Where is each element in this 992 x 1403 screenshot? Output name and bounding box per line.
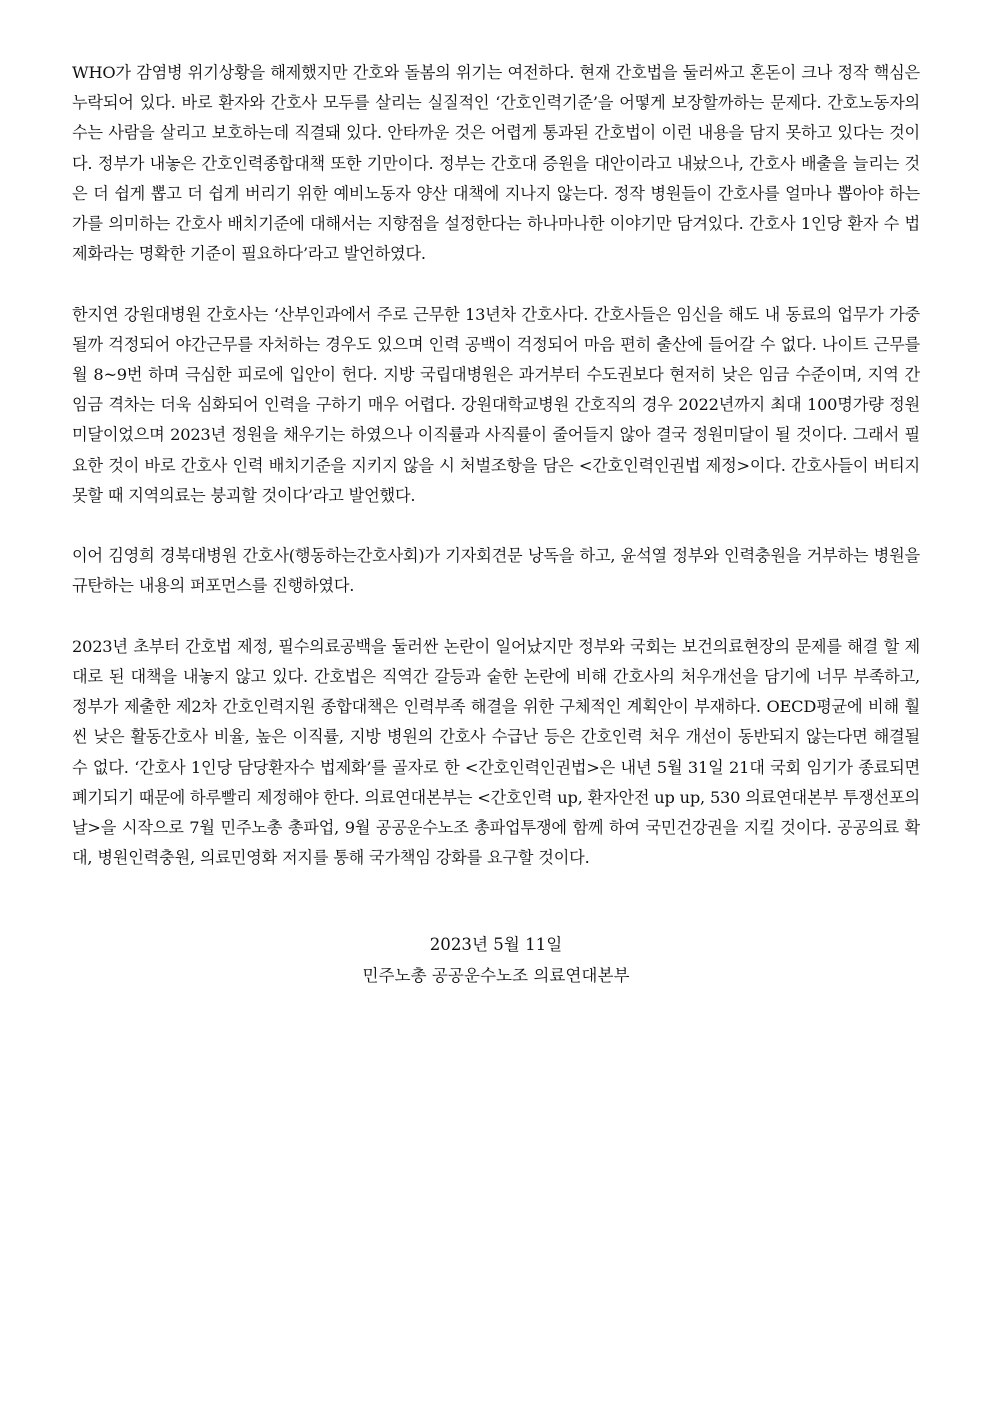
document-footer [72,929,920,991]
document-signature: 민주노총 공공운수노조 의료연대본부 [362,966,630,986]
paragraph-who-crisis: WHO가 감염병 위기상황을 해제했지만 간호와 돌봄의 위기는 여전하다. 현재 간호법을 둘러싸고 혼돈이 크나 정작 핵심은 누락되어 있다. 바로 환자와 간호사 모두를 살리는 실질적인 ‘간호인력기준’을 어떻게 보장할까하는 문제다. 간호노동자의 수는 사람을 살리고 보호하는데 직결돼 있다. 안타까운 것은 어렵게 통과된 간호법이 이런 내용을 담지 못하고 있다는 것이다. 정부가 내놓은 간호인력종합대책 또한 기만이다. 정부는 간호대 증원을 대안이라고 내놨으나, 간호사 배출을 늘리는 것은 더 쉽게 뽑고 더 쉽게 버리기 위한 예비노동자 양산 대책에 지나지 않는다. 정작 병원들이 간호사를 얼마나 뽑아야 하는가를 의미하는 간호사 배치기준에 대해서는 지향점을 설정한다는 하나마나한 이야기만 담겨있다. 간호사 1인당 환자 수 법제화라는 명확한 기준이 필요하다’라고 발언하였다. [72,63,920,264]
paragraph-han-jiyeon-statement: 한지연 강원대병원 간호사는 ‘산부인과에서 주로 근무한 13년차 간호사다. 간호사들은 임신을 해도 내 동료의 업무가 가중될까 걱정되어 야간근무를 자처하는 경우도 있으며 인력 공백이 걱정되어 마음 편히 출산에 들어갈 수 없다. 나이트 근무를 월 8~9번 하며 극심한 피로에 입안이 헌다. 지방 국립대병원은 과거부터 수도권보다 현저히 낮은 임금 수준이며, 지역 간 임금 격차는 더욱 심화되어 인력을 구하기 매우 어렵다. 강원대학교병원 간호직의 경우 2022년까지 최대 100명가량 정원미달이었으며 2023년 정원을 채우기는 하였으나 이직률과 사직률이 줄어들지 않아 결국 정원미달이 될 것이다. 그래서 필요한 것이 바로 간호사 인력 배치기준을 지키지 않을 시 처벌조항을 담은 <간호인력인권법 제정>이다. 간호사들이 버티지 못할 때 지역의료는 붕괴할 것이다’라고 발언했다. [72,304,920,505]
paragraph-kim-younghee-performance: 이어 김영희 경북대병원 간호사(행동하는간호사회)가 기자회견문 낭독을 하고, 윤석열 정부와 인력충원을 거부하는 병원을 규탄하는 내용의 퍼포먼스를 진행하였다. [72,546,920,596]
paragraph-conclusion: 2023년 초부터 간호법 제정, 필수의료공백을 둘러싼 논란이 일어났지만 정부와 국회는 보건의료현장의 문제를 해결 할 제대로 된 대책을 내놓지 않고 있다. 간호법은 직역간 갈등과 숱한 논란에 비해 간호사의 처우개선을 담기에 너무 부족하고, 정부가 제출한 제2차 간호인력지원 종합대책은 인력부족 해결을 위한 구체적인 계획안이 부재하다. OECD평균에 비해 훨씬 낮은 활동간호사 비율, 높은 이직률, 지방 병원의 간호사 수급난 등은 간호인력 처우 개선이 동반되지 않는다면 해결될 수 없다. ‘간호사 1인당 담당환자수 법제화’를 골자로 한 <간호인력인권법>은 내년 5월 31일 21대 국회 임기가 종료되면 폐기되기 때문에 하루빨리 제정해야 한다. 의료연대본부는 <간호인력 up, 환자안전 up up, 530 의료연대본부 투쟁선포의 날>을 시작으로 7월 민주노총 총파업, 9월 공공운수노조 총파업투쟁에 함께 하여 국민건강권을 지킬 것이다. 공공의료 확대, 병원인력충원, 의료민영화 저지를 통해 국가책임 강화를 요구할 것이다. [72,636,920,868]
document-page [72,58,920,991]
document-date: 2023년 5월 11일 [429,935,563,955]
